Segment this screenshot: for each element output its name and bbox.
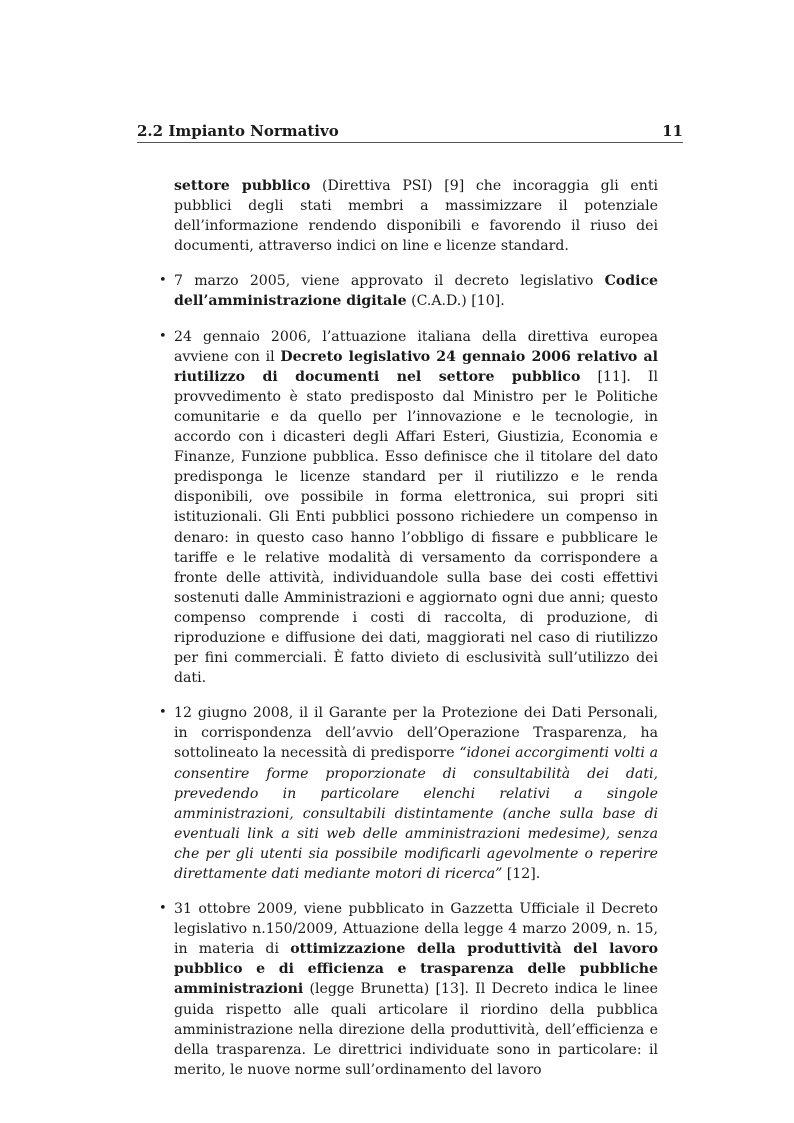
list-item: • 12 giugno 2008, il il Garante per la Protezione dei Dati Personali, in corrispondenza dell’avvio dell’Operazione Trasparenza, ha sottolineato la necessità di predisporre “idonei accorgimenti volti a consentire forme proporzionate di consultabilità dei dati, prevedendo in particolare elenchi relativi a singole amministrazioni, consultabili distintamente (anche sulla base di eventuali link a siti web delle amministrazioni medesime), senza che per gli utenti sia possibile modificarli agevolmente o reperire direttamente dati mediante motori di ricerca” [12]. — [159, 705, 658, 882]
bullet-icon: • — [159, 901, 167, 917]
bold-term: ottimizzazione della produttività del lavoro pubblico e di efficienza e trasparenza delle pubbliche amministrazioni — [174, 941, 658, 998]
section-title: 2.2 Impianto Normativo — [137, 122, 339, 140]
continuation-paragraph — [174, 176, 658, 256]
bullet-icon: • — [159, 705, 167, 721]
bold-term: Decreto legislativo 24 gennaio 2006 relativo al riutilizzo di documenti nel settore pubblico — [174, 348, 658, 385]
bullet-icon: • — [159, 328, 167, 344]
running-header — [137, 122, 683, 143]
page-number: 11 — [662, 122, 683, 140]
bold-term: settore pubblico — [174, 178, 311, 194]
quoted-text: “idonei accorgimenti volti a consentire forme proporzionate di consultabilità dei dati, prevedendo in particolare elenchi relativi a singole amministrazioni, consultabili distintamente (anche sulla base di eventuali link a siti web delle amministrazioni medesime), senza che per gli utenti sia possibile modificarli agevolmente o reperire direttamente dati mediante motori di ricerca” — [174, 745, 658, 882]
list-item: • 31 ottobre 2009, viene pubblicato in Gazzetta Ufficiale il Decreto legislativo n.150/2009, Attuazione della legge 4 marzo 2009, n. 15, in materia di ottimizzazione della produttività del lavoro pubblico e di efficienza e trasparenza delle pubbliche amministrazioni (legge Brunetta) [13]. Il Decreto indica le linee guida rispetto alle quali articolare il riordino della pubblica amministrazione nella direzione della produttività, dell’efficienza e della trasparenza. Le direttrici individuate sono in particolare: il merito, le nuove norme sull’ordinamento del lavoro — [159, 901, 658, 1078]
bold-term: Codice dell’amministrazione digitale — [174, 273, 658, 310]
bullet-icon: • — [159, 273, 167, 289]
page-body — [159, 176, 658, 1095]
paragraph-text: (Direttiva PSI) [9] che incoraggia gli enti pubblici degli stati membri a massimizzare il potenziale dell’informazione rendendo disponibili e favorendo il riuso dei documenti, attraverso indici on line e licenze standard. — [174, 178, 658, 255]
list-item: • 7 marzo 2005, viene approvato il decreto legislativo Codice dell’amministrazione digitale (C.A.D.) [10]. — [159, 273, 658, 310]
list-item: • 24 gennaio 2006, l’attuazione italiana della direttiva europea avviene con il Decreto legislativo 24 gennaio 2006 relativo al riutilizzo di documenti nel settore pubblico [11]. Il provvedimento è stato predisposto dal Ministro per le Politiche comunitarie e da quello per l’innovazione e le tecnologie, in accordo con i dicasteri degli Affari Esteri, Giustizia, Economia e Finanze, Funzione pubblica. Esso definisce che il titolare del dato predisponga le licenze standard per il riutilizzo e le renda disponibili, ove possibile in forma elettronica, sui propri siti istituzionali. Gli Enti pubblici possono richiedere un compenso in denaro: in questo caso hanno l’obbligo di fissare e pubblicare le tariffe e le relative modalità di versamento da corrispondere a fronte delle attività, individuandole sulla base dei costi effettivi sostenuti dalle Amministrazioni e aggiornato ogni due anni; questo compenso comprende i costi di raccolta, di produzione, di riproduzione e diffusione dei dati, maggiorati nel caso di riutilizzo per fini commerciali. È fatto divieto di esclusività sull’utilizzo dei dati. — [159, 328, 658, 687]
